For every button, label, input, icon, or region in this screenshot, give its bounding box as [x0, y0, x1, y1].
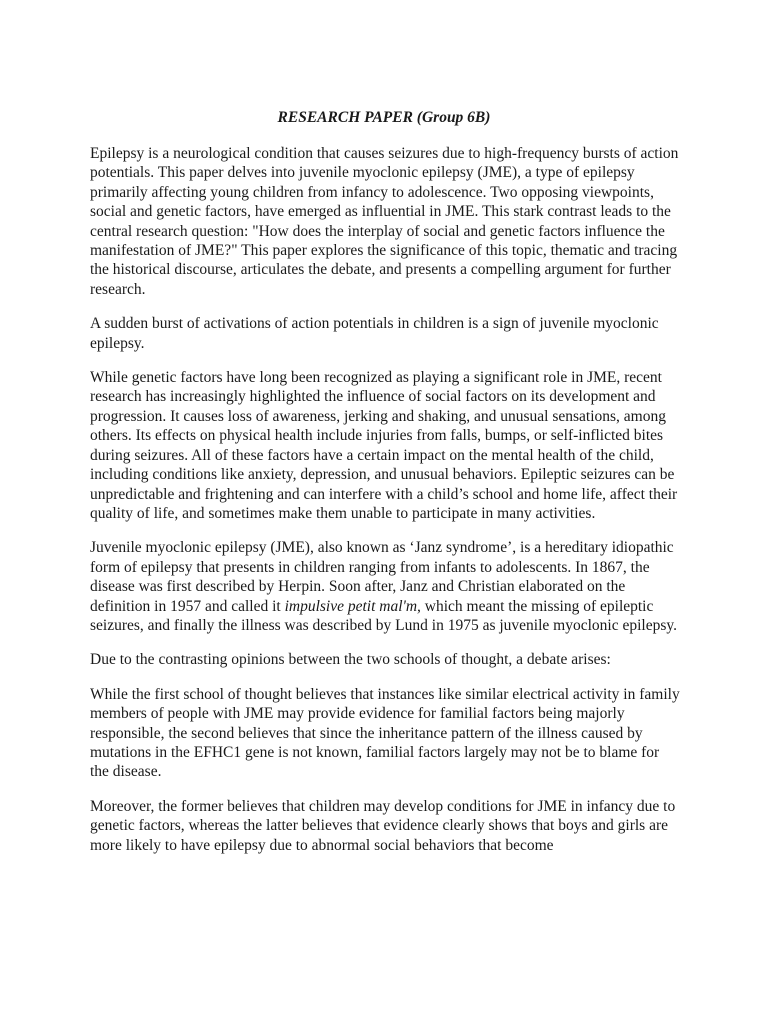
paragraph-factors: While genetic factors have long been recognized as playing a significant role in JME, recent research has increasingly highlighted the influence of social factors on its development and progression. It causes loss of awareness, jerking and shaking, and unusual sensations, among others. Its effects on physical health include injuries from falls, bumps, or self-inflicted bites during seizures. All of these factors have a certain impact on the mental health of the child, including conditions like anxiety, depression, and unusual behaviors. Epileptic seizures can be unpredictable and frightening and can interfere with a child’s school and home life, affect their quality of life, and sometimes make them unable to participate in many activities.: [90, 369, 678, 522]
paragraph-first-school: While the first school of thought believes that instances like similar electrical activity in family members of people with JME may provide evidence for familial factors being majorly responsible, the second believes that since the inheritance pattern of the illness caused by mutations in the EFHC1 gene is not known, familial factors largely may not be to blame for the disease.: [90, 685, 680, 781]
paragraph-history: [90, 538, 680, 635]
history-text-after: which meant the missing of epileptic seizures, and finally the illness was described by Lund in 1975 as juvenile myoclonic epilepsy.: [90, 597, 677, 634]
document-title: RESEARCH PAPER (Group 6B): [277, 109, 491, 126]
paragraph-sign: A sudden burst of activations of action potentials in children is a sign of juvenile myoclonic epilepsy.: [90, 315, 659, 352]
paragraph-moreover: Moreover, the former believes that children may develop conditions for JME in infancy due to genetic factors, whereas the latter believes that evidence clearly shows that boys and girls are more likely to have epilepsy due to abnormal social behaviors that become: [90, 797, 676, 854]
history-text-before: Juvenile myoclonic epilepsy (JME), also known as ‘Janz syndrome’, is a hereditary idiopathic form of epilepsy that presents in children ranging from infants to adolescents. In 1867, the disease was first described by Herpin. Soon after, Janz and Christian elaborated on the definition in 1957 and called it: [90, 539, 674, 615]
paragraph-debate-intro: Due to the contrasting opinions between the two schools of thought, a debate arises:: [90, 651, 611, 669]
paragraph-intro: Epilepsy is a neurological condition that causes seizures due to high-frequency bursts of action potentials. This paper delves into juvenile myoclonic epilepsy (JME), a type of epilepsy primarily affecting young children from infancy to adolescence. Two opposing viewpoints, social and genetic factors, have emerged as influential in JME. This stark contrast leads to the central research question: "How does the interplay of social and genetic factors influence the manifestation of JME?" This paper explores the significance of this topic, thematic and tracing the historical discourse, articulates the debate, and presents a compelling argument for further research.: [90, 145, 679, 298]
history-italic-term: impulsive petit mal'm,: [284, 597, 421, 615]
document-body: [90, 144, 680, 870]
